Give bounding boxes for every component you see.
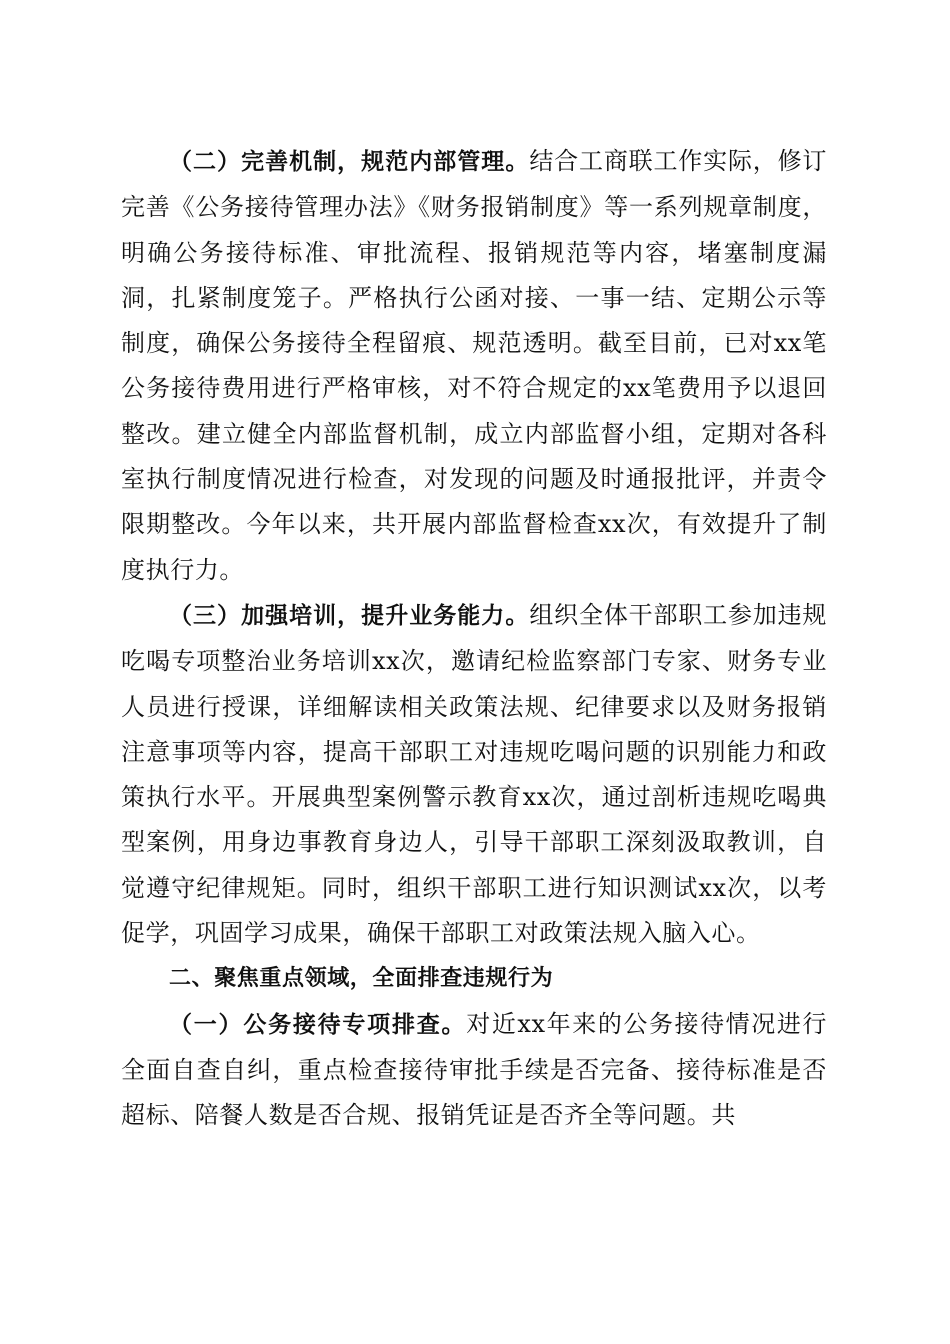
paragraph-text: 组织全体干部职工参加违规吃喝专项整治业务培训xx次，邀请纪检监察部门专家、财务专业人员进行授课，详细解读相关政策法规、纪律要求以及财务报销注意事项等内容，提高干部职工对违规吃喝问题的识别能力和政策执行水平。开展典型案例警示教育xx次，通过剖析违规吃喝典型案例，用身边事教育身边人，引导干部职工深刻汲取教训，自觉遵守纪律规矩。同时，组织干部职工进行知识测试xx次，以考促学，巩固学习成果，确保干部职工对政策法规入脑入心。 (121, 600, 828, 948)
paragraph-heading: （一）公务接待专项排查。 (169, 1011, 467, 1038)
paragraph-strengthen-training (121, 593, 827, 956)
document-body (121, 139, 827, 1139)
section-heading: 二、聚焦重点领域，全面排查违规行为 (169, 966, 554, 992)
paragraph-heading: （二）完善机制，规范内部管理。 (169, 149, 530, 175)
paragraph-reception-inspection (121, 1002, 827, 1139)
paragraph-text: 结合工商联工作实际，修订完善《公务接待管理办法》《财务报销制度》等一系列规章制度，明确公务接待标准、审批流程、报销规范等内容，堵塞制度漏洞，扎紧制度笼子。严格执行公函对接、一事一结、定期公示等制度，确保公务接待全程留痕、规范透明。截至目前，已对xx笔公务接待费用进行严格审核，对不符合规定的xx笔费用予以退回整改。建立健全内部监督机制，成立内部监督小组，定期对各科室执行制度情况进行检查，对发现的问题及时通报批评，并责令限期整改。今年以来，共开展内部监督检查xx次，有效提升了制度执行力。 (121, 147, 828, 584)
paragraph-heading: （三）加强培训，提升业务能力。 (169, 602, 530, 629)
paragraph-text: 对近xx年来的公务接待情况进行全面自查自纠，重点检查接待审批手续是否完备、接待标准是否超标、陪餐人数是否合规、报销凭证是否齐全等问题。共 (121, 1009, 827, 1130)
paragraph-improve-mechanism (121, 139, 827, 593)
